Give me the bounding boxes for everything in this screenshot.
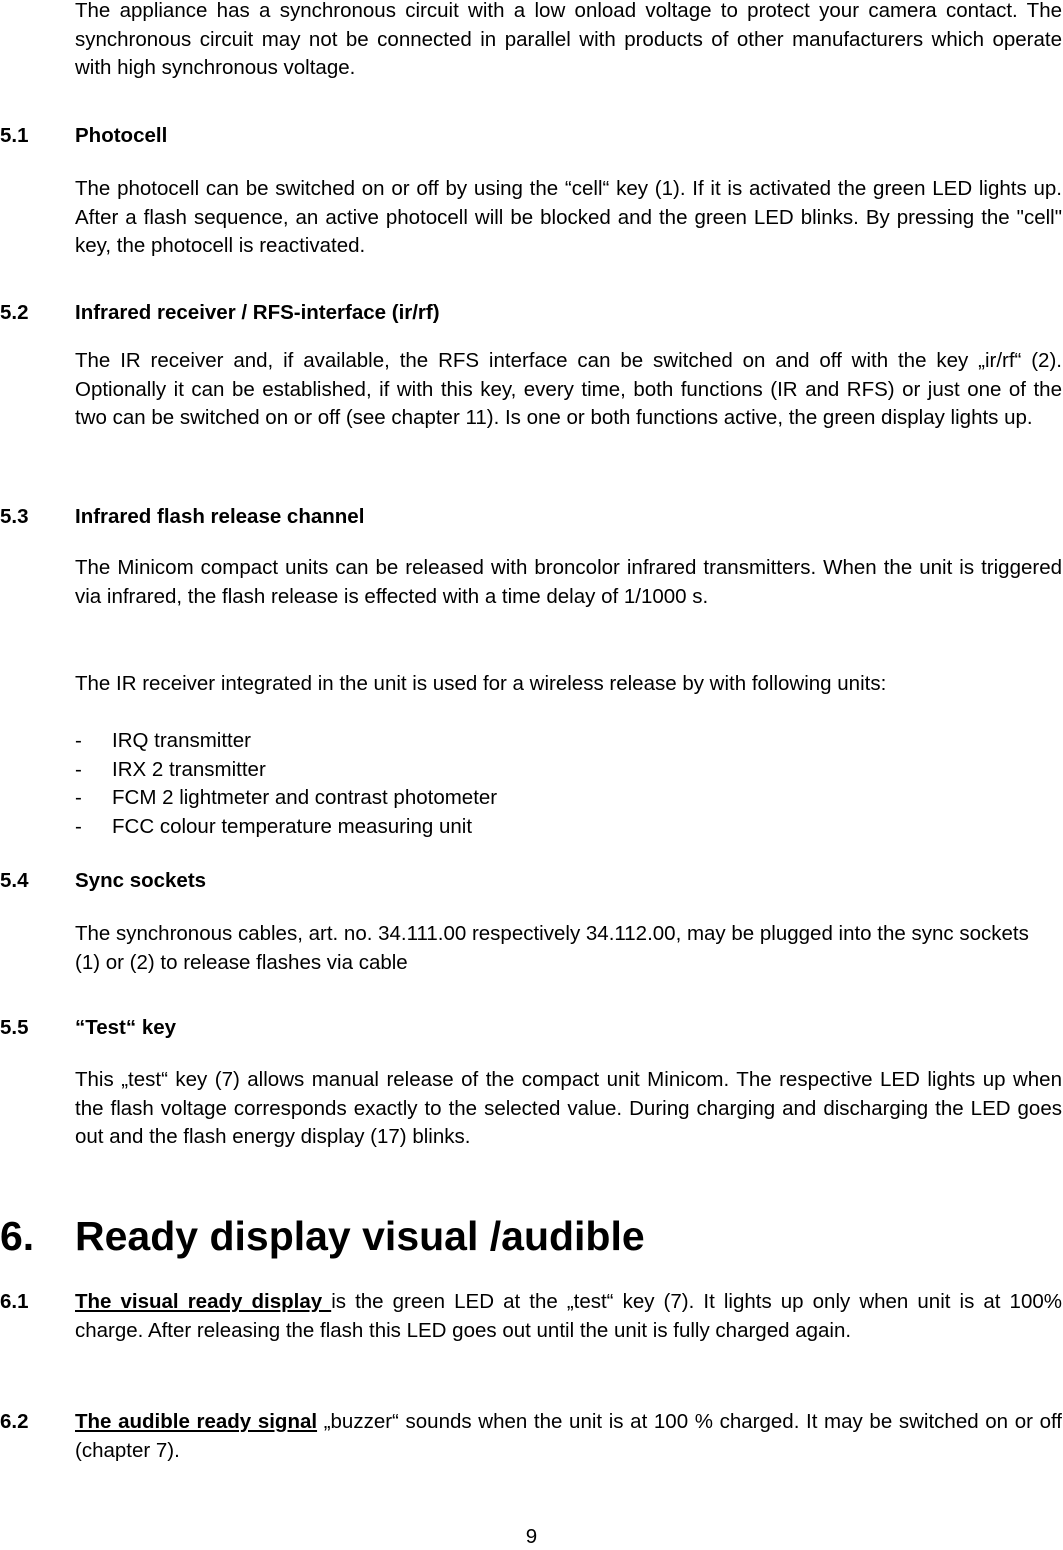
- list-item: [75, 813, 497, 842]
- section-title: Photocell: [75, 124, 168, 147]
- section-number: 5.2: [0, 301, 29, 324]
- chapter-number: 6.: [0, 1213, 35, 1259]
- section-number: 6.1: [0, 1290, 29, 1313]
- section-5-5-paragraph: This „test“ key (7) allows manual release of the compact unit Minicom. The respective LED lights up when the flash voltage corresponds exactly to the selected value. During charging and discharging the LED goes out and the flash energy display (17) blinks.: [75, 1068, 1062, 1149]
- section-5-3-paragraph-2: The IR receiver integrated in the unit is used for a wireless release by with following units:: [75, 672, 887, 695]
- section-6-1: [0, 1288, 1062, 1345]
- dash-bullet: -: [75, 729, 82, 752]
- visual-ready-display-term: The visual ready display: [75, 1290, 332, 1313]
- section-5-2-paragraph: The IR receiver and, if available, the RFS interface can be switched on and off with the key „ir/rf“ (2). Optionally it can be established, if with this key, every time, both functions (IR and RFS) or just one of the two can be switched on or off (see chapter 11). Is one or both functions active, the green display lights up.: [75, 349, 1062, 430]
- section-number: 5.5: [0, 1016, 29, 1039]
- section-6-1-text: is the green LED at the „test“ key (7). It lights up only when unit is at 100% charge. After releasing the flash this LED goes out until the unit is fully charged again.: [75, 1290, 1062, 1342]
- list-item: [75, 784, 497, 813]
- section-number: 5.4: [0, 869, 29, 892]
- section-5-1-paragraph: The photocell can be switched on or off by using the “cell“ key (1). If it is activated the green LED lights up. After a flash sequence, an active photocell will be blocked and the green LED blinks. By pressing the "cell" key, the photocell is reactivated.: [75, 177, 1062, 258]
- list-item: [75, 727, 497, 756]
- dash-bullet: -: [75, 814, 82, 838]
- page-number: 9: [525, 1525, 538, 1548]
- section-title: Infrared receiver / RFS-interface (ir/rf): [75, 301, 440, 324]
- section-number: 5.3: [0, 505, 29, 528]
- section-number: 5.1: [0, 124, 29, 147]
- audible-ready-signal-term: The audible ready signal: [75, 1410, 318, 1433]
- intro-paragraph: The appliance has a synchronous circuit with a low onload voltage to protect your camera contact. The synchronous circuit may not be connected in parallel with products of other manufacturers which operate with high synchronous voltage.: [75, 0, 1062, 80]
- section-number: 6.2: [0, 1410, 29, 1433]
- dash-bullet: -: [75, 757, 82, 781]
- section-5-4-paragraph: The synchronous cables, art. no. 34.111.00 respectively 34.112.00, may be plugged into the sync sockets (1) or (2) to release flashes via cable: [75, 922, 1029, 974]
- list-item-label: FCC colour temperature measuring unit: [112, 814, 473, 838]
- release-units-list: [75, 727, 497, 841]
- section-5-3-paragraph-1: The Minicom compact units can be released with broncolor infrared transmitters. When the unit is triggered via infrared, the flash release is effected with a time delay of 1/1000 s.: [75, 556, 1062, 608]
- section-6-1-body: [75, 1288, 1062, 1345]
- list-item-label: IRQ transmitter: [112, 729, 251, 752]
- chapter-title: Ready display visual /audible: [75, 1213, 645, 1259]
- list-item-label: IRX 2 transmitter: [112, 757, 266, 781]
- section-6-2-body: [75, 1408, 1062, 1465]
- section-6-2: [0, 1408, 1062, 1465]
- list-item: [75, 756, 497, 785]
- section-title: “Test“ key: [75, 1016, 177, 1039]
- list-item-label: FCM 2 lightmeter and contrast photometer: [112, 786, 498, 810]
- section-title: Sync sockets: [75, 869, 207, 892]
- section-title: Infrared flash release channel: [75, 505, 365, 528]
- dash-bullet: -: [75, 786, 82, 810]
- section-6-2-text: „buzzer“ sounds when the unit is at 100 % charged. It may be switched on or off (chapter 7).: [75, 1410, 1062, 1462]
